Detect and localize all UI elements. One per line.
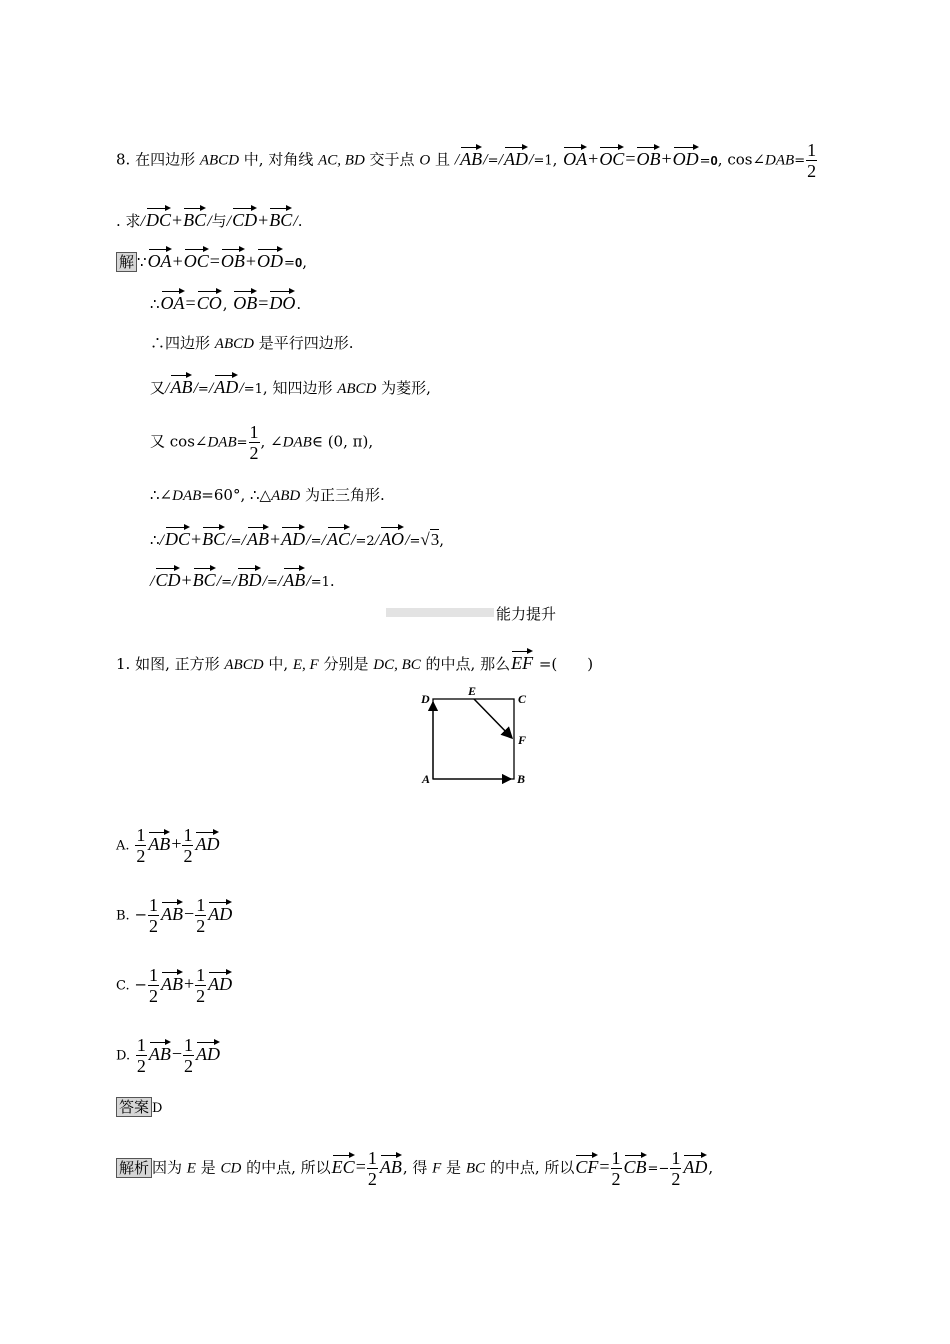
- text: ABCD: [214, 336, 254, 352]
- text: 的中点, 所以: [241, 1158, 331, 1177]
- equals: =: [185, 293, 196, 313]
- equals-zero: =0: [699, 152, 718, 169]
- equals: =: [794, 153, 806, 169]
- solution-line-4: [150, 372, 431, 401]
- numerator: 1: [249, 422, 259, 442]
- text: =( ): [534, 655, 594, 673]
- abs-bar: /: [140, 213, 145, 230]
- abs-bar: /: [239, 380, 244, 397]
- vector-AD: AD: [281, 524, 305, 550]
- numerator: 1: [807, 140, 817, 160]
- denominator: 2: [249, 443, 259, 463]
- operator: −: [171, 1043, 183, 1064]
- denominator: 2: [196, 916, 206, 936]
- answer-line: [116, 1096, 162, 1120]
- abs-bar: /: [454, 151, 460, 169]
- text: 交于点: [364, 150, 420, 169]
- equals-negative: =−: [647, 1161, 670, 1177]
- abs-bar: /: [193, 380, 198, 397]
- option-sign: −: [134, 905, 148, 924]
- vector-AB: AB: [380, 1152, 402, 1178]
- abs-bar: /: [350, 532, 356, 549]
- vector-OA: OA: [563, 144, 587, 170]
- numerator: 1: [136, 825, 146, 845]
- numerator: 1: [196, 895, 206, 915]
- abs-bar: /: [306, 532, 311, 549]
- fraction-one-half: [611, 1148, 622, 1189]
- abs-bar: /: [498, 151, 503, 169]
- therefore: ∴: [150, 295, 160, 313]
- vector-DC: DC: [146, 205, 171, 231]
- problem-8-line-1: 8. 在四边形 ABCD 中, 对角线 AC, BD 交于点 O 且 /AB/=/AD/=1, OA+OC=OB+OD=0, cos∠DAB= $\frac{1}{2}$: [116, 140, 817, 181]
- text: 是平行四边形.: [253, 334, 354, 352]
- plus: +: [191, 529, 202, 549]
- vector-OA: OA: [148, 246, 172, 272]
- plus: +: [172, 251, 183, 271]
- vector-OC: OC: [184, 246, 209, 272]
- plus: +: [270, 529, 281, 549]
- vector-CD: CD: [155, 565, 180, 591]
- text: ABCD: [224, 657, 264, 673]
- abs-bar: /: [159, 532, 164, 549]
- text: 中,: [263, 655, 293, 673]
- text: 是: [195, 1158, 221, 1177]
- vector-AD: AD: [504, 144, 528, 170]
- fraction-one-half: [136, 1035, 147, 1076]
- vector-OB: OB: [233, 288, 257, 314]
- angle-DAB: DAB: [282, 434, 312, 451]
- numerator: 1: [183, 825, 193, 845]
- equals: =: [209, 251, 220, 271]
- abs-bar: /: [405, 532, 410, 549]
- numerator: 1: [611, 1148, 621, 1168]
- square-outline: [433, 699, 514, 779]
- text: 8. 在四边形: [116, 150, 200, 169]
- angle-DAB: DAB: [207, 434, 237, 451]
- text: 中, 对角线: [239, 150, 319, 169]
- denominator: 2: [183, 846, 193, 866]
- abs-bar: /: [306, 573, 311, 590]
- vector-DO: DO: [269, 288, 295, 314]
- equals: =: [625, 148, 636, 169]
- label-D: D: [421, 692, 430, 706]
- option-sign: −: [134, 975, 147, 994]
- equals: =: [310, 534, 322, 549]
- equals: =: [230, 534, 242, 549]
- fraction-one-half: [249, 422, 260, 463]
- vector-AD: AD: [208, 969, 232, 995]
- denominator: 2: [184, 1056, 194, 1076]
- vector-EC: EC: [332, 1152, 355, 1178]
- numerator: 1: [148, 965, 158, 985]
- vector-OB: OB: [221, 246, 245, 272]
- abs-bar: /: [232, 573, 237, 590]
- denominator: 2: [807, 161, 817, 181]
- equals: =: [221, 575, 232, 590]
- equals-one: =1: [310, 575, 330, 590]
- vector-EF: EF: [511, 648, 533, 674]
- vector-OC: OC: [599, 144, 624, 170]
- vector-AD: AD: [196, 1039, 220, 1065]
- operator: −: [184, 903, 195, 924]
- text: 分别是: [318, 655, 374, 673]
- plus: +: [661, 148, 672, 169]
- square-figure: [418, 684, 533, 789]
- option-c[interactable]: [116, 965, 233, 1006]
- vector-AB: AB: [247, 524, 269, 550]
- abs-bar: /: [262, 573, 267, 590]
- vector-OA: OA: [161, 288, 185, 314]
- therefore-because: ∵: [137, 253, 147, 271]
- vector-BD: BD: [237, 565, 261, 591]
- text: ABCD: [199, 152, 240, 169]
- text: CD: [220, 1160, 242, 1177]
- text: ∴四边形: [150, 334, 215, 352]
- vector-AD: AD: [208, 899, 232, 925]
- vector-AB: AB: [170, 372, 192, 398]
- section-title: 能力提升: [496, 605, 557, 623]
- vector-CB: CB: [624, 1152, 647, 1178]
- vector-OB: OB: [636, 144, 660, 170]
- vector-OD: OD: [257, 246, 283, 272]
- plus: +: [258, 210, 269, 230]
- text: 与: [211, 212, 227, 230]
- angle-DAB: DAB: [765, 152, 795, 169]
- numerator: 1: [367, 1148, 377, 1168]
- equals-one: =1: [243, 382, 263, 397]
- vector-AB: AB: [149, 1039, 171, 1065]
- text: ABCD: [337, 381, 377, 397]
- abs-bar: /: [207, 213, 212, 230]
- equals: =: [197, 382, 209, 397]
- vector-BC: BC: [193, 565, 216, 591]
- radicand: 3: [430, 530, 440, 549]
- abs-bar: /: [226, 213, 232, 230]
- label-C: C: [518, 692, 527, 706]
- answer-tag: 答案: [116, 1097, 152, 1117]
- vector-BC: BC: [269, 205, 292, 231]
- denominator: 2: [136, 846, 146, 866]
- equals: =: [599, 1156, 610, 1177]
- solution-line-5: [150, 422, 373, 463]
- sqrt-three: √3: [420, 530, 440, 549]
- fraction-one-half: [367, 1148, 378, 1189]
- equals-zero: =0: [284, 255, 303, 271]
- denominator: 2: [367, 1169, 377, 1189]
- text: 1. 如图, 正方形: [116, 655, 225, 673]
- denominator: 2: [136, 1056, 146, 1076]
- text: , 得: [402, 1158, 433, 1177]
- fraction-one-half: [182, 825, 193, 866]
- text: DC, BC: [373, 657, 421, 673]
- abs-bar: /: [374, 532, 380, 549]
- analysis-line: [116, 1148, 713, 1189]
- solution-line-1: 解 ∵OA+OC=OB+OD=0,: [116, 246, 307, 275]
- option-d[interactable]: [116, 1035, 221, 1076]
- triangle-ABD: ABD: [271, 488, 301, 504]
- option-letter: C.: [116, 978, 130, 994]
- abs-bar: /: [226, 532, 231, 549]
- denominator: 2: [611, 1169, 621, 1189]
- analysis-tag: 解析: [116, 1158, 152, 1178]
- fraction-one-half: [135, 825, 146, 866]
- abs-bar: /: [208, 380, 214, 397]
- text: ∴∠: [150, 486, 173, 504]
- equals-one: =1: [533, 153, 553, 169]
- vector-OD: OD: [673, 144, 699, 170]
- denominator: 2: [149, 916, 159, 936]
- vector-AB: AB: [161, 969, 183, 995]
- vector-AD: AD: [214, 372, 238, 398]
- abs-bar: /: [150, 573, 155, 590]
- text: ,: [708, 1158, 714, 1177]
- equals-two: =2: [355, 534, 375, 549]
- vector-AB: AB: [161, 899, 183, 925]
- text: O: [419, 152, 431, 169]
- abs-bar: /: [483, 151, 488, 169]
- cos-label: cos∠: [727, 150, 766, 169]
- equals: =: [266, 575, 278, 590]
- denominator: 2: [671, 1169, 681, 1189]
- text: 为正三角形.: [300, 486, 385, 504]
- equals: =: [258, 293, 269, 313]
- abs-bar: /: [241, 532, 246, 549]
- problem-1-stem: [116, 648, 593, 676]
- plus: +: [588, 148, 599, 169]
- option-a[interactable]: [116, 825, 220, 866]
- denominator: 2: [148, 986, 158, 1006]
- vector-BC: BC: [183, 205, 206, 231]
- fraction-one-half: [183, 1035, 194, 1076]
- vector-CF: CF: [575, 1152, 598, 1178]
- solution-line-2: ∴OA=CO, OB=DO.: [150, 288, 301, 315]
- vector-CO: CO: [197, 288, 222, 314]
- numerator: 1: [671, 1148, 681, 1168]
- denominator: 2: [196, 986, 206, 1006]
- text: . 求: [116, 212, 141, 230]
- text: AC, BD: [318, 152, 365, 169]
- angle-DAB: DAB: [172, 488, 202, 504]
- problem-8-line-2: . 求/DC+BC/与/CD+BC/.: [116, 205, 303, 233]
- option-b[interactable]: [116, 895, 233, 936]
- text: , ∠: [260, 432, 283, 451]
- label-A: A: [422, 772, 431, 786]
- text: F: [432, 1160, 442, 1177]
- abs-bar: /: [277, 573, 283, 590]
- text: =60°, ∴△: [201, 486, 272, 504]
- operator: +: [171, 833, 182, 854]
- text: 的中点, 那么: [420, 655, 511, 673]
- text: , 知四边形: [262, 379, 338, 397]
- plus: +: [172, 210, 183, 230]
- fraction-one-half: [195, 965, 206, 1006]
- abs-bar: /: [321, 532, 326, 549]
- option-letter: D.: [116, 1048, 131, 1064]
- text: ∈ (0, π),: [311, 432, 374, 451]
- section-divider-bar: [386, 608, 494, 617]
- numerator: 1: [184, 1035, 194, 1055]
- vector-AD: AD: [195, 829, 219, 855]
- vector-AD: AD: [683, 1152, 707, 1178]
- vector-AC: AC: [327, 524, 350, 550]
- solution-line-8: /CD+BC/=/BD/=/AB/=1.: [150, 565, 335, 594]
- equals: =: [236, 435, 248, 451]
- numerator: 1: [149, 895, 159, 915]
- equals: =: [355, 1156, 366, 1177]
- fraction-one-half: [670, 1148, 681, 1189]
- fraction-one-half: [195, 895, 206, 936]
- fraction-one-half: [148, 895, 159, 936]
- vector-CD: CD: [232, 205, 257, 231]
- option-letter: A.: [116, 838, 130, 854]
- text: 为菱形,: [376, 379, 431, 397]
- abs-bar: /: [293, 213, 298, 230]
- option-letter: B.: [116, 908, 130, 924]
- text: 是: [441, 1158, 466, 1177]
- fraction-one-half: [806, 140, 817, 181]
- solution-line-6: [150, 484, 385, 507]
- therefore: ∴: [150, 531, 160, 549]
- label-B: B: [517, 772, 526, 786]
- vector-AB: AB: [283, 565, 305, 591]
- label-E: E: [468, 684, 477, 698]
- text: E, F: [292, 657, 319, 673]
- numerator: 1: [136, 1035, 146, 1055]
- vector-AO: AO: [380, 524, 404, 550]
- text: 又 cos∠: [150, 432, 208, 451]
- solution-line-3: [150, 332, 354, 355]
- text: BC: [465, 1160, 486, 1177]
- solution-line-7: ∴/DC+BC/=/AB+AD/=/AC/=2/AO/=√3,: [150, 524, 444, 553]
- vector-BC: BC: [202, 524, 225, 550]
- label-F: F: [518, 733, 527, 747]
- text: 因为: [152, 1158, 187, 1177]
- plus: +: [245, 251, 257, 271]
- answer-value: D: [152, 1101, 163, 1116]
- equals: =: [487, 153, 499, 169]
- numerator: 1: [196, 965, 206, 985]
- fraction-one-half: [148, 965, 159, 1006]
- abs-bar: /: [165, 380, 170, 397]
- text: 又: [150, 379, 166, 397]
- equals: =: [409, 534, 421, 549]
- abs-bar: /: [528, 151, 534, 169]
- text: 的中点, 所以: [485, 1158, 575, 1177]
- vector-AB: AB: [148, 829, 170, 855]
- text: 且: [430, 150, 455, 169]
- vector-DC: DC: [165, 524, 190, 550]
- text: E: [186, 1160, 196, 1177]
- solution-tag: 解: [116, 252, 137, 272]
- arrow-EF: [474, 699, 512, 738]
- plus: +: [181, 570, 192, 590]
- abs-bar: /: [216, 573, 222, 590]
- operator: +: [183, 973, 195, 994]
- vector-AB: AB: [460, 144, 482, 170]
